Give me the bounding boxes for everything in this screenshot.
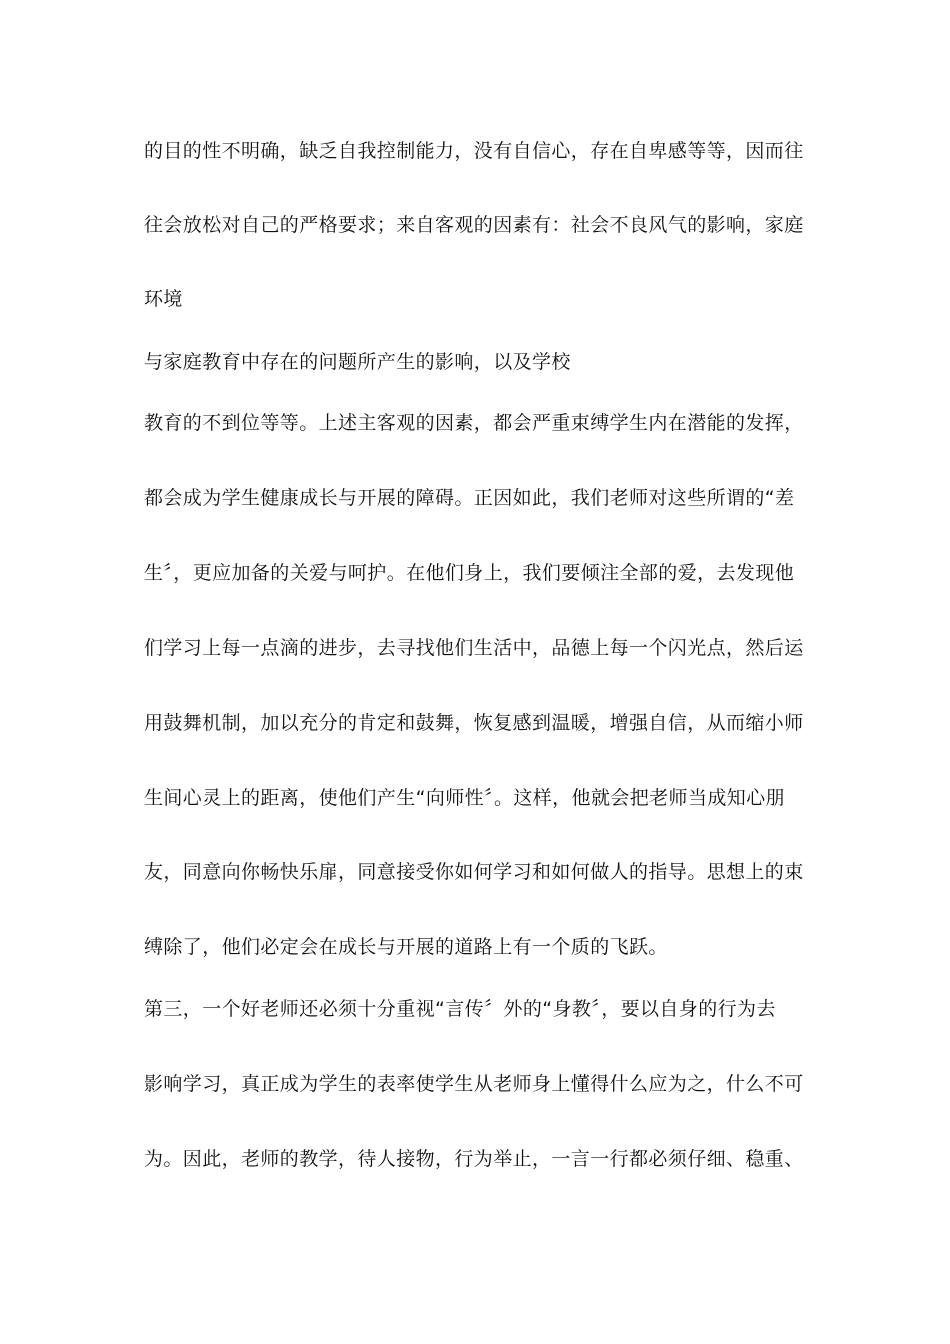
text-line-4: 与家庭教育中存在的问题所产生的影响，以及学校: [144, 351, 571, 373]
text-line-12: 缚除了，他们必定会在成长与开展的道路上有一个质的飞跃。: [144, 936, 668, 958]
text-line-2: 往会放松对自己的严格要求；来自客观的因素有：社会不良风气的影响，家庭: [144, 214, 804, 236]
text-line-1: 的目的性不明确，缺乏自我控制能力，没有自信心，存在自卑感等等，因而往: [144, 140, 804, 162]
text-line-9: 用鼓舞机制，加以充分的肯定和鼓舞，恢复感到温暖，增强自信，从而缩小师: [144, 712, 804, 734]
text-line-11: 友，同意向你畅快乐扉，同意接受你如何学习和如何做人的指导。思想上的束: [144, 861, 804, 883]
text-line-14: 影响学习，真正成为学生的表率使学生从老师身上懂得什么应为之，什么不可: [144, 1073, 804, 1095]
text-line-7: 生〞，更应加备的关爱与呵护。在他们身上，我们要倾注全部的爱，去发现他: [144, 562, 795, 584]
text-line-3: 环境: [144, 288, 183, 310]
text-line-5: 教育的不到位等等。上述主客观的因素，都会严重束缚学生内在潜能的发挥，: [144, 412, 804, 434]
text-line-10: 生间心灵上的距离，使他们产生“向师性〞。这样，他就会把老师当成知心朋: [144, 787, 785, 809]
text-line-13: 第三，一个好老师还必须十分重视“言传〞外的“身教〞，要以自身的行为去: [144, 998, 776, 1020]
text-line-6: 都会成为学生健康成长与开展的障碍。正因如此，我们老师对这些所谓的“差: [144, 487, 795, 509]
text-line-8: 们学习上每一点滴的进步，去寻找他们生活中，品德上每一个闪光点，然后运: [144, 637, 804, 659]
text-line-15: 为。因此，老师的教学，待人接物，行为举止，一言一行都必须仔细、稳重、: [144, 1148, 804, 1170]
